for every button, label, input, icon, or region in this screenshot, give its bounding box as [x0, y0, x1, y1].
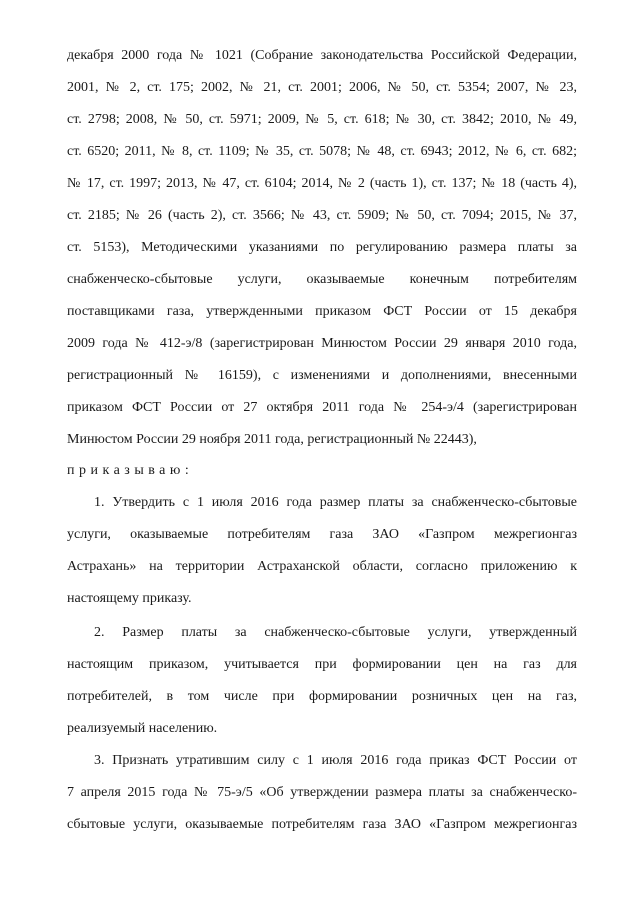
text-line: Минюстом России 29 ноября 2011 года, регистрационный № 22443), — [67, 432, 477, 447]
item-2-line: потребителей, в том числе при формировании розничных цен на газ, — [67, 689, 577, 704]
text-line: 2001, № 2, ст. 175; 2002, № 21, ст. 2001; 2006, № 50, ст. 5354; 2007, № 23, — [67, 80, 577, 95]
text-line: приказом ФСТ России от 27 октября 2011 года № 254-э/4 (зарегистрирован — [67, 400, 577, 415]
item-3-line: 7 апреля 2015 года № 75-э/5 «Об утверждении размера платы за снабженческо- — [67, 785, 577, 800]
text-line: снабженческо-сбытовые услуги, оказываемые конечным потребителям — [67, 272, 577, 287]
item-2-line: настоящим приказом, учитывается при формировании цен на газ для — [67, 657, 577, 672]
item-1-line: Астрахань» на территории Астраханской области, согласно приложению к — [67, 559, 577, 574]
item-3-line: сбытовые услуги, оказываемые потребителям газа ЗАО «Газпром межрегионгаз — [67, 817, 577, 832]
text-line: ст. 5153), Методическими указаниями по регулированию размера платы за — [67, 240, 577, 255]
item-1-line: 1. Утвердить с 1 июля 2016 года размер платы за снабженческо-сбытовые — [94, 495, 577, 510]
item-1-line: настоящему приказу. — [67, 591, 192, 606]
text-line: ст. 6520; 2011, № 8, ст. 1109; № 35, ст. 5078; № 48, ст. 6943; 2012, № 6, ст. 682; — [67, 144, 577, 159]
item-3-line: 3. Признать утратившим силу с 1 июля 2016 года приказ ФСТ России от — [94, 753, 577, 768]
text-line: ст. 2185; № 26 (часть 2), ст. 3566; № 43, ст. 5909; № 50, ст. 7094; 2015, № 37, — [67, 208, 577, 223]
order-word: приказываю: — [67, 463, 194, 478]
text-line: декабря 2000 года № 1021 (Собрание законодательства Российской Федерации, — [67, 48, 577, 63]
text-line: регистрационный № 16159), с изменениями и дополнениями, внесенными — [67, 368, 577, 383]
item-2-line: 2. Размер платы за снабженческо-сбытовые услуги, утвержденный — [94, 625, 577, 640]
item-1-line: услуги, оказываемые потребителям газа ЗАО «Газпром межрегионгаз — [67, 527, 577, 542]
item-2-line: реализуемый населению. — [67, 721, 218, 736]
text-line: № 17, ст. 1997; 2013, № 47, ст. 6104; 2014, № 2 (часть 1), ст. 137; № 18 (часть 4), — [67, 176, 577, 191]
text-line: 2009 года № 412-э/8 (зарегистрирован Минюстом России 29 января 2010 года, — [67, 336, 577, 351]
text-line: поставщиками газа, утвержденными приказом ФСТ России от 15 декабря — [67, 304, 577, 319]
text-line: ст. 2798; 2008, № 50, ст. 5971; 2009, № 5, ст. 618; № 30, ст. 3842; 2010, № 49, — [67, 112, 577, 127]
